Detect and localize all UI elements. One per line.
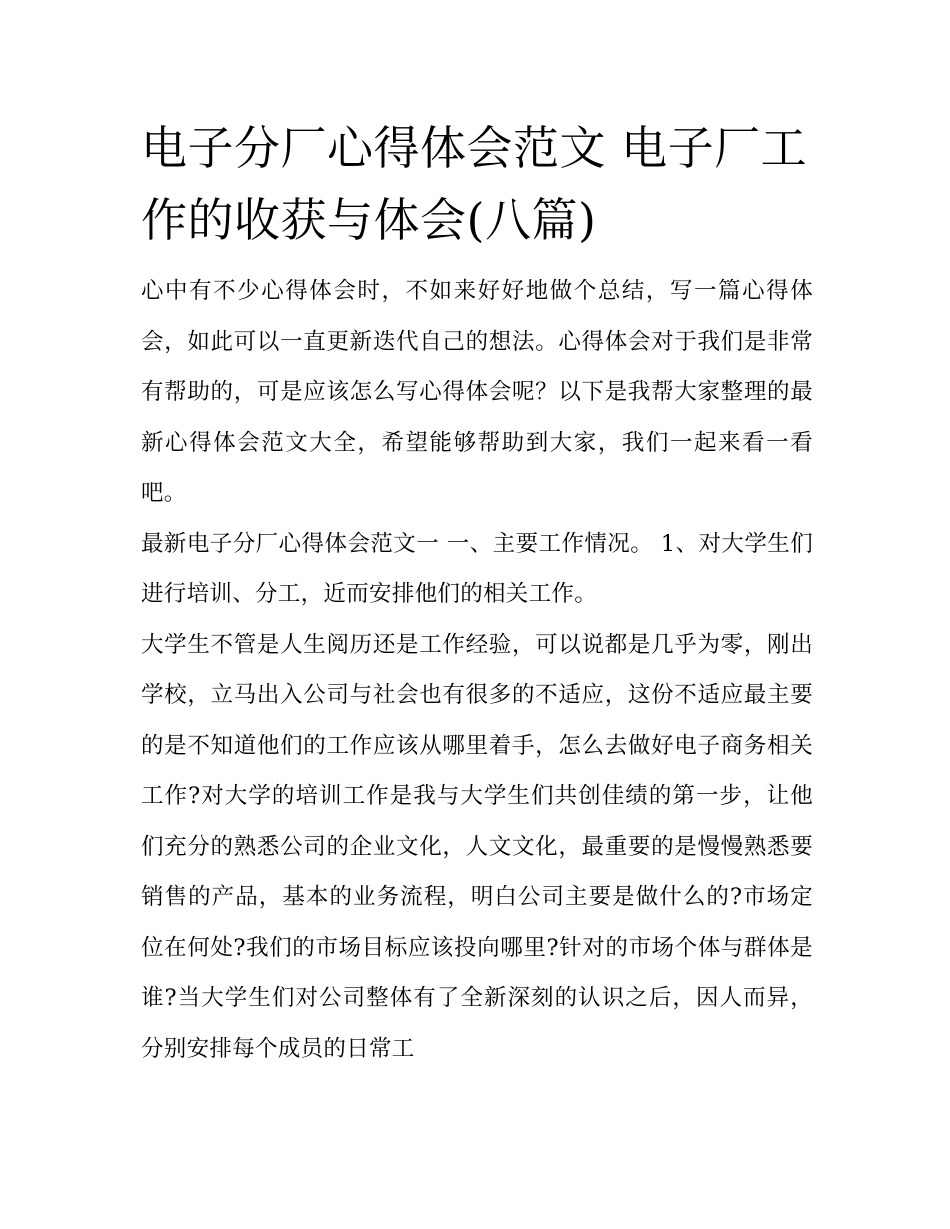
paragraph-body: 大学生不管是人生阅历还是工作经验，可以说都是几乎为零，刚出学校，立马出入公司与社会也有很多的不适应，这份不适应最主要的是不知道他们的工作应该从哪里着手，怎么去做好电子商务相关工作?对大学的培训工作是我与大学生们共创佳绩的第一步，让他们充分的熟悉公司的企业文化，人文文化，最重要的是慢慢熟悉要销售的产品，基本的业务流程，明白公司主要是做什么的?市场定位在何处?我们的市场目标应该投向哪里?针对的市场个体与群体是谁?当大学生们对公司整体有了全新深刻的认识之后，因人而异，分别安排每个成员的日常工	[141, 631, 813, 1062]
paragraph-section-one: 最新电子分厂心得体会范文一 一、主要工作情况。 1、对大学生们进行培训、分工，近而安排他们的相关工作。	[141, 530, 813, 607]
document-title: 电子分厂心得体会范文 电子厂工作的收获与体会(八篇)	[141, 121, 808, 247]
paragraph-intro: 心中有不少心得体会时，不如来好好地做个总结，写一篇心得体会，如此可以一直更新迭代自己的想法。心得体会对于我们是非常有帮助的，可是应该怎么写心得体会呢？以下是我帮大家整理的最新心得体会范文大全，希望能够帮助到大家，我们一起来看一看吧。	[141, 278, 813, 506]
document-page	[141, 112, 813, 1074]
